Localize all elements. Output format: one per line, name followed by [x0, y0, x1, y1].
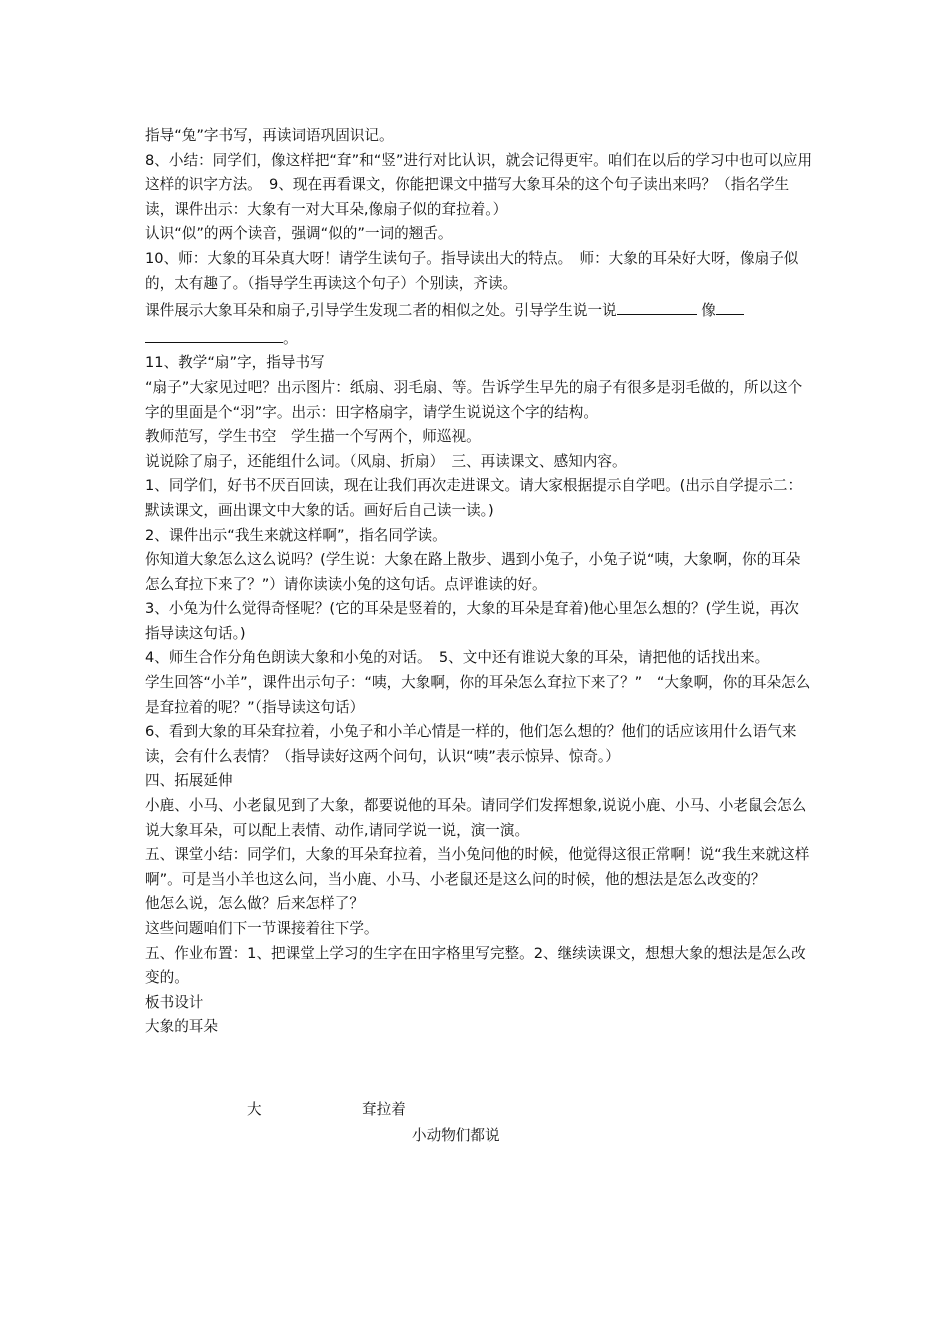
board-title: 大象的耳朵	[145, 1018, 218, 1036]
fill-blank-1	[617, 296, 697, 315]
paragraph-next-lesson: 这些问题咱们下一节课接着往下学。	[145, 920, 379, 937]
paragraph-step-1: 1、同学们，好书不厌百回读，现在让我们再次走进课文。请大家根据提示自学吧。(出示自学提示二：默读课文，画出课文中大象的话。画好后自己读一读。)	[145, 477, 803, 519]
section-heading-extension: 四、拓展延伸	[145, 772, 233, 790]
paragraph-summary-8: 8、小结：同学们，像这样把“耷”和“竖”进行对比认识，就会记得更牢。咱们在以后的学习中也可以应用这样的识字方法。 9、现在再看课文，你能把课文中描写大象耳朵的这个句子读出来吗？（指名学生读，课件出示：大象有一对大耳朵,像扇子似的耷拉着。）	[145, 151, 813, 218]
paragraph-guide-tu: 指导“兔”字书写，再读词语巩固识记。	[145, 127, 394, 144]
fill-text-before: 课件展示大象耳朵和扇子,引导学生发现二者的相似之处。引导学生说一说	[145, 302, 617, 320]
paragraph-teacher-demo: 教师范写，学生书空 学生描一个写两个，师巡视。	[145, 428, 481, 446]
paragraph-teacher-10: 10、师：大象的耳朵真大呀！请学生读句子。指导读出大的特点。 师：大象的耳朵好大呀，像扇子似的，太有趣了。（指导学生再读这个句子）个别读，齐读。	[145, 249, 799, 292]
paragraph-step-4-5: 4、师生合作分角色朗读大象和小兔的对话。 5、文中还有谁说大象的耳朵，请把他的话找出来。	[145, 649, 770, 667]
paragraph-class-summary: 五、课堂小结：同学们，大象的耳朵耷拉着，当小兔问他的时候，他觉得这很正常啊！说“我生来就这样啊”。可是当小羊也这么问，当小鹿、小马、小老鼠还是这么问的时候，他的想法是怎么改变的？	[145, 846, 810, 888]
board-item-big: 大	[247, 1101, 262, 1118]
paragraph-sheep-answer: 学生回答“小羊”，课件出示句子：“咦，大象啊，你的耳朵怎么耷拉下来了？” “大象啊，你的耳朵怎么是耷拉着的呢？”（指导读这句话）	[145, 674, 811, 716]
paragraph-step-2: 2、课件出示“我生来就这样啊”，指名同学读。	[145, 526, 447, 544]
paragraph-why-elephant: 你知道大象怎么这么说吗？(学生说：大象在路上散步、遇到小兔子，小兔子说“咦，大象啊，你的耳朵怎么耷拉下来了？”）请你读读小兔的这句话。点评谁读的好。	[145, 551, 801, 593]
paragraph-fan-pictures: “扇子”大家见过吧？出示图片：纸扇、羽毛扇、等。告诉学生早先的扇子有很多是羽毛做的，所以这个字的里面是个“羽”字。出示：田字格扇字，请学生说说这个字的结构。	[145, 378, 803, 421]
paragraph-homework: 五、作业布置：1、把课堂上学习的生字在田字格里写完整。2、继续读课文，想想大象的想法是怎么改变的。	[145, 944, 806, 987]
fill-text-end: 。	[283, 329, 298, 347]
paragraph-step-6: 6、看到大象的耳朵耷拉着，小兔子和小羊心情是一样的，他们怎么想的？他们的话应该用什么语气来读，会有什么表情？（指导读好这两个问句，认识“咦”表示惊异、惊奇。）	[145, 723, 797, 765]
paragraph-questions: 他怎么说，怎么做？后来怎样了？	[145, 895, 364, 913]
section-heading-board-design: 板书设计	[145, 993, 204, 1011]
paragraph-teach-shan: 11、教学“扇”字，指导书写	[145, 354, 325, 372]
paragraph-extension: 小鹿、小马、小老鼠见到了大象，都要说他的耳朵。请同学们发挥想象,说说小鹿、小马、小老鼠会怎么说大象耳朵，可以配上表情、动作,请同学说一说，演一演。	[145, 797, 807, 839]
board-item-droop: 耷拉着	[362, 1101, 406, 1118]
fill-blank-3	[145, 324, 283, 343]
paragraph-step-3: 3、小兔为什么觉得奇怪呢？(它的耳朵是竖着的，大象的耳朵是耷着)他心里怎么想的？(学生说，再次指导读这句话。)	[145, 600, 799, 642]
board-item-animals: 小动物们都说	[412, 1127, 500, 1144]
lesson-plan-body	[145, 124, 813, 1040]
fill-blank-2	[716, 296, 744, 315]
paragraph-fill-in	[145, 296, 813, 351]
paragraph-si-reading: 认识“似”的两个读音，强调“似的”一词的翘舌。	[145, 225, 453, 243]
fill-text-middle: 像	[701, 302, 716, 320]
paragraph-word-groups: 说说除了扇子，还能组什么词。（风扇、折扇） 三、再读课文、感知内容。	[145, 452, 627, 470]
